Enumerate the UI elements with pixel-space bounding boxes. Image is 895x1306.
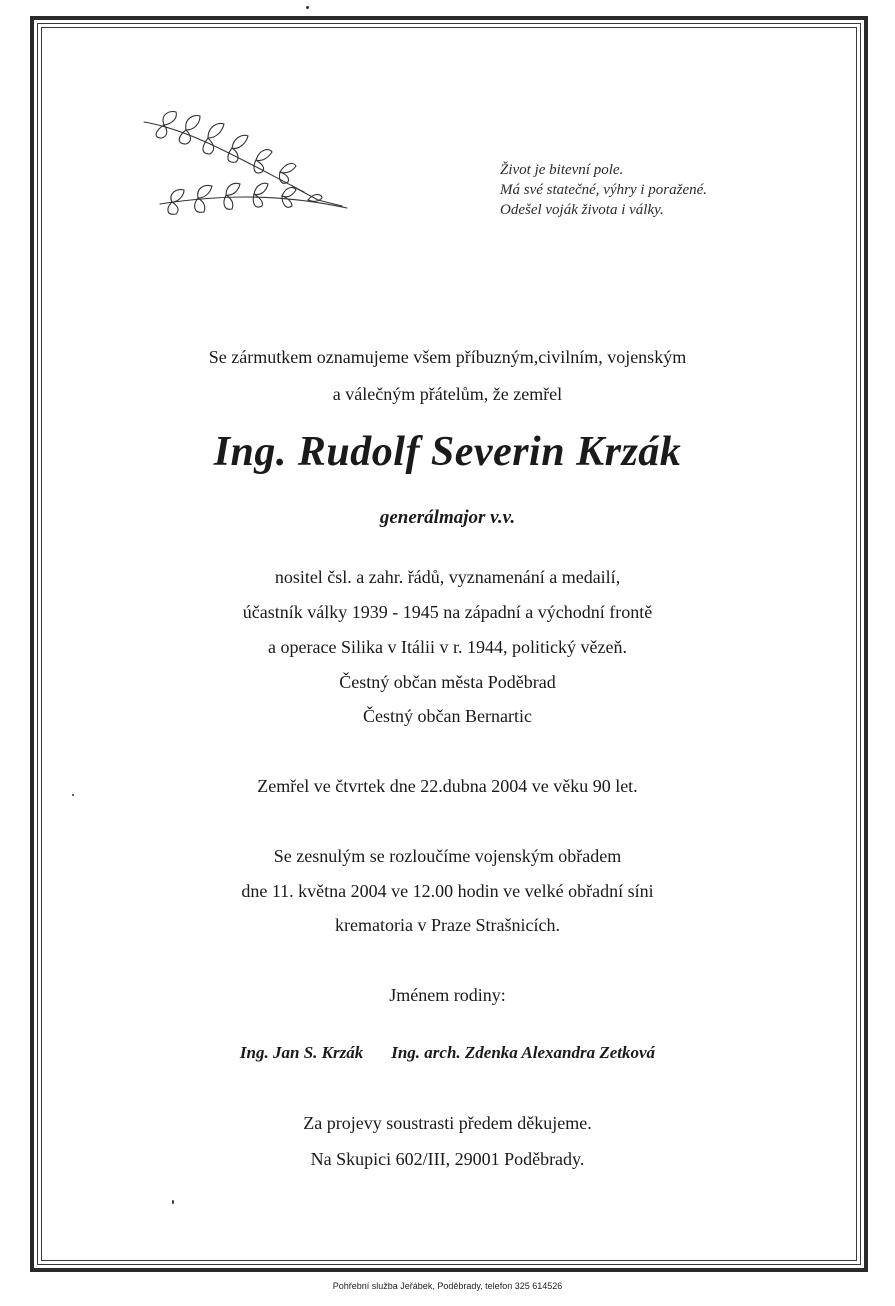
intro-line: Se zármutkem oznamujeme všem příbuzným,civilním, vojenským xyxy=(208,347,687,367)
ceremony-line: Se zesnulým se rozloučíme vojenským obřadem xyxy=(273,846,622,866)
death-notice: Zemřel ve čtvrtek dne 22.dubna 2004 ve věku 90 let. xyxy=(257,776,638,796)
closing-line: Za projevy soustrasti předem děkujeme. xyxy=(303,1113,592,1133)
ceremony-line: dne 11. května 2004 ve 12.00 hodin ve velké obřadní síni xyxy=(241,881,654,901)
honors-line: nositel čsl. a zahr. řádů, vyznamenání a medailí, xyxy=(274,567,621,587)
family-label: Jménem rodiny: xyxy=(389,985,506,1005)
poem-line: Život je bitevní pole. xyxy=(500,162,624,178)
signer-name: Ing. Jan S. Krzák xyxy=(239,1043,364,1062)
deceased-name: Ing. Rudolf Severin Krzák xyxy=(213,429,682,475)
ceremony-line: krematoria v Praze Strašnicích. xyxy=(335,915,560,935)
closing-line: Na Skupici 602/III, 29001 Poděbrady. xyxy=(310,1149,585,1169)
honors-line: a operace Silika v Itálii v r. 1944, politický vězeň. xyxy=(268,637,627,657)
laurel-branch-icon xyxy=(142,108,352,228)
deceased-rank: generálmajor v.v. xyxy=(379,507,516,528)
honors-line: účastník války 1939 - 1945 na západní a východní frontě xyxy=(242,602,653,622)
poem xyxy=(500,160,707,220)
scan-speck xyxy=(306,6,309,9)
scan-speck xyxy=(172,1200,174,1204)
poem-line: Odešel voják života i války. xyxy=(500,202,664,218)
funeral-service-footer: Pohřební služba Jeřábek, Poděbrady, telefon 325 614526 xyxy=(332,1281,563,1291)
signers xyxy=(0,1043,895,1063)
honors-line: Čestný občan města Poděbrad xyxy=(339,672,556,692)
intro-line: a válečným přátelům, že zemřel xyxy=(332,384,563,404)
poem-line: Má své statečné, výhry i poražené. xyxy=(500,182,708,198)
scan-speck xyxy=(72,794,74,796)
honors-line: Čestný občan Bernartic xyxy=(363,706,532,726)
signer-name: Ing. arch. Zdenka Alexandra Zetková xyxy=(391,1043,656,1062)
